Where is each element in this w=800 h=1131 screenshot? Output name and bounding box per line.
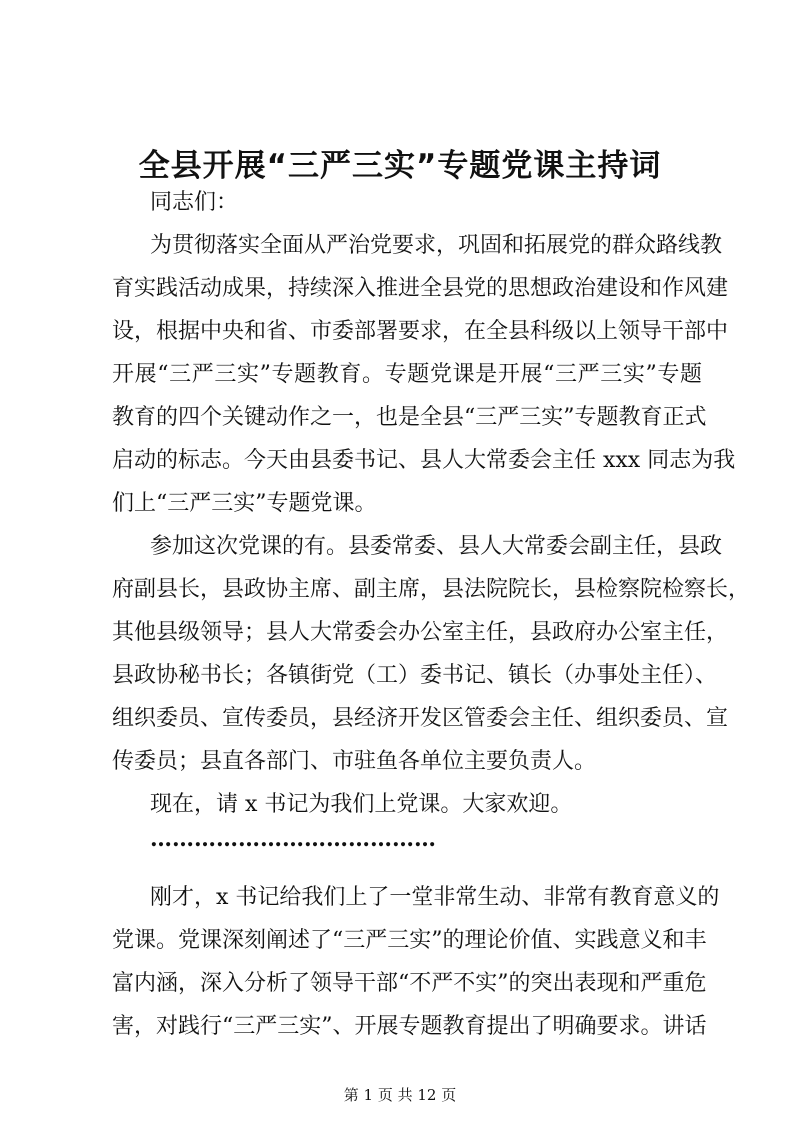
paragraph2-line: 府副县长，县政协主席、副主席，县法院院长，县检察院检察长， [112, 577, 751, 602]
paragraph1-line: 们上“三严三实”专题党课。 [112, 491, 377, 516]
paragraph3-line: 现在，请 x 书记为我们上党课。大家欢迎。 [150, 792, 573, 817]
document-title: 全县开展“三严三实”专题党课主持词 [138, 148, 662, 184]
paragraph1-line: 设，根据中央和省、市委部署要求，在全县科级以上领导干部中 [112, 319, 729, 344]
paragraph2-line: 参加这次党课的有。县委常委、县人大常委会副主任，县政 [150, 534, 723, 559]
paragraph1-line: 教育的四个关键动作之一，也是全县“三严三实”专题教育正式 [112, 405, 707, 430]
paragraph4-line: 刚才，x 书记给我们上了一堂非常生动、非常有教育意义的 [150, 885, 720, 910]
paragraph1-line: 为贯彻落实全面从严治党要求，巩固和拓展党的群众路线教 [150, 233, 723, 258]
greeting: 同志们： [150, 190, 239, 215]
paragraph2-line: 组织委员、宣传委员，县经济开发区管委会主任、组织委员、宣 [112, 706, 729, 731]
paragraph2-line: 传委员；县直各部门、市驻鱼各单位主要负责人。 [112, 749, 597, 774]
paragraph1-line: 开展“三严三实”专题教育。专题党课是开展“三严三实”专题 [112, 362, 702, 387]
paragraph1-line: 启动的标志。今天由县委书记、县人大常委会主任 xxx 同志为我 [112, 448, 736, 473]
paragraph1-line: 育实践活动成果，持续深入推进全县党的思想政治建设和作风建 [112, 276, 729, 301]
paragraph2-line: 县政协秘书长；各镇街党（工）委书记、镇长（办事处主任）、 [112, 663, 718, 688]
separator-dots: ………………………………… [150, 826, 436, 852]
page-footer: 第 1 页 共 12 页 [343, 1086, 457, 1104]
paragraph4-line: 富内涵，深入分析了领导干部“不严不实”的突出表现和严重危 [112, 971, 707, 996]
paragraph2-line: 其他县级领导；县人大常委会办公室主任，县政府办公室主任， [112, 620, 729, 645]
paragraph4-line: 害，对践行“三严三实”、开展专题教育提出了明确要求。讲话 [112, 1014, 707, 1039]
paragraph4-line: 党课。党课深刻阐述了“三严三实”的理论价值、实践意义和丰 [112, 928, 707, 953]
